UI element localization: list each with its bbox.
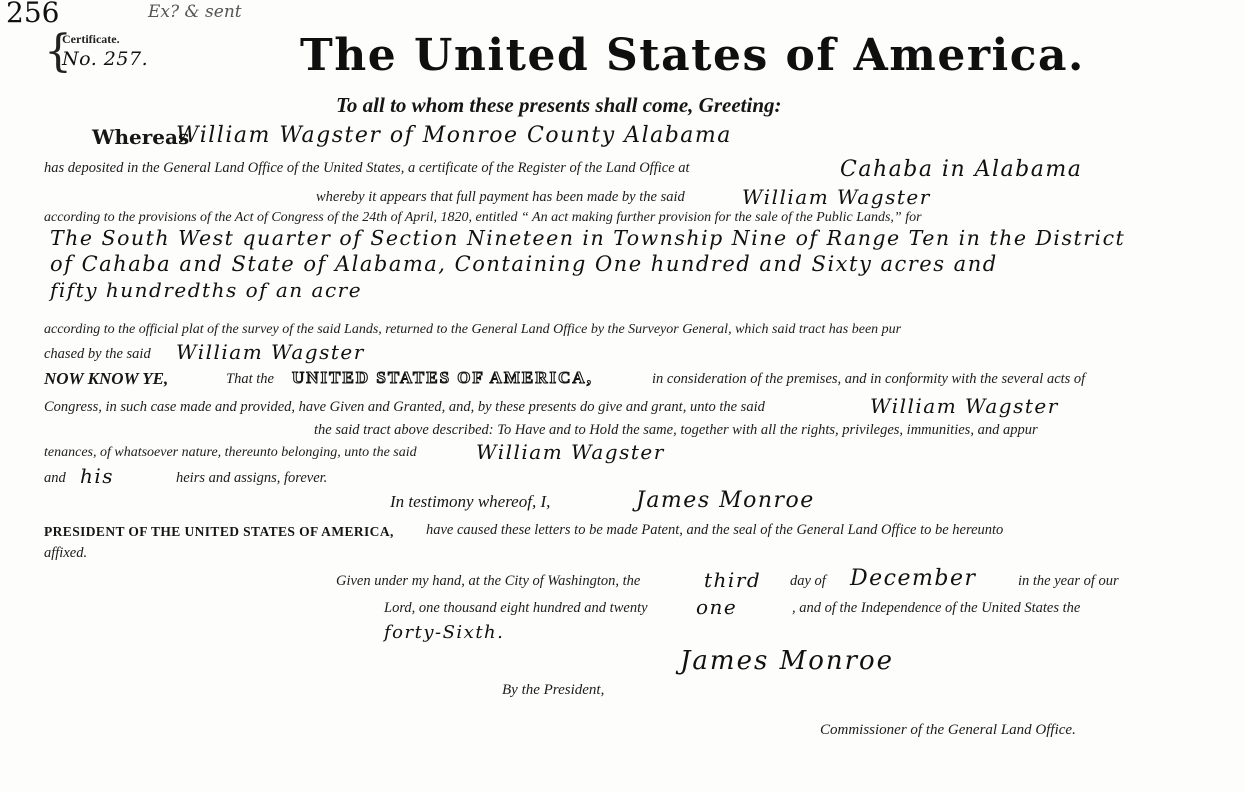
grantee-name-1: William Wagster [742,185,931,209]
whereas-word: Whereas [92,125,190,149]
greeting: To all to whom these presents shall come, Greeting: [336,93,782,117]
grant-line-4: tenances, of whatsoever nature, thereunto belonging, unto the said [44,445,417,460]
margin-note: Ex? & sent [148,2,242,22]
grantee-name-full: William Wagster of Monroe County Alabama [176,123,732,148]
given-line-1: Given under my hand, at the City of Washington, the [336,573,641,589]
page-number: 256 [6,0,60,29]
grantee-name-2: William Wagster [176,340,365,364]
grant-line-2: Congress, in such case made and provided, have Given and Granted, and, by these presents do give and grant, unto the said [44,399,765,415]
independence-line: , and of the Independence of the United States the [792,600,1081,616]
grant-line-1: in consideration of the premises, and in conformity with the several acts of [652,371,1086,387]
affixed: affixed. [44,545,88,561]
president-name: James Monroe [636,488,815,513]
independence-year: forty-Sixth. [384,622,505,643]
year-of-our: in the year of our [1018,573,1119,589]
commissioner-label: Commissioner of the General Land Office. [820,722,1076,738]
act-of-congress-line: according to the provisions of the Act of Congress of the 24th of April, 1820, entitled “ An act making further provision for the sale of the Public Lands,” for [44,210,922,225]
testimony-lead: In testimony whereof, I, [390,492,551,511]
grant-line-3: the said tract above described: To Have and to Hold the same, together with all the rights, privileges, immunities, and appur [314,422,1038,438]
that-the: That the [226,371,274,387]
president-signature: James Monroe [680,646,895,676]
whereas-line-2: has deposited in the General Land Office of the United States, a certificate of the Register of the Land Office at [44,160,690,176]
land-description-line-2: of Cahaba and State of Alabama, Containing One hundred and Sixty acres and [50,252,998,276]
and-word: and [44,470,66,486]
certificate-label: Certificate. [62,32,120,46]
register-location: Cahaba in Alabama [840,157,1083,182]
land-description-line-1: The South West quarter of Section Nineteen in Township Nine of Range Ten in the District [50,226,1126,250]
certificate-brace: { [44,26,72,77]
grantee-name-4: William Wagster [476,440,665,464]
heirs-and-assigns: heirs and assigns, forever. [176,470,328,486]
president-caps: PRESIDENT OF THE UNITED STATES OF AMERICA, [44,524,394,539]
given-line-2: Lord, one thousand eight hundred and twenty [384,600,648,616]
certificate-number: No. 257. [62,48,149,70]
now-know-ye: NOW KNOW YE, [44,369,169,388]
caused-letters-line: have caused these letters to be made Patent, and the seal of the General Land Office to be hereunto [426,522,1004,538]
land-description-line-3: fifty hundredths of an acre [50,278,363,302]
his-word: his [80,464,115,488]
united-states-caps: UNITED STATES OF AMERICA, [292,368,593,387]
grantee-name-3: William Wagster [870,394,1059,418]
year-word: one [696,595,738,619]
month-word: December [850,566,977,591]
by-the-president: By the President, [502,682,605,698]
document-title: The United States of America. [300,30,1085,81]
survey-line-2: chased by the said [44,346,151,362]
day-of: day of [790,573,826,589]
whereas-line-3: whereby it appears that full payment has been made by the said [316,189,685,205]
day-word: third [704,568,762,592]
survey-line-1: according to the official plat of the survey of the said Lands, returned to the General Land Office by the Surveyor General, which said tract has been pur [44,322,902,337]
